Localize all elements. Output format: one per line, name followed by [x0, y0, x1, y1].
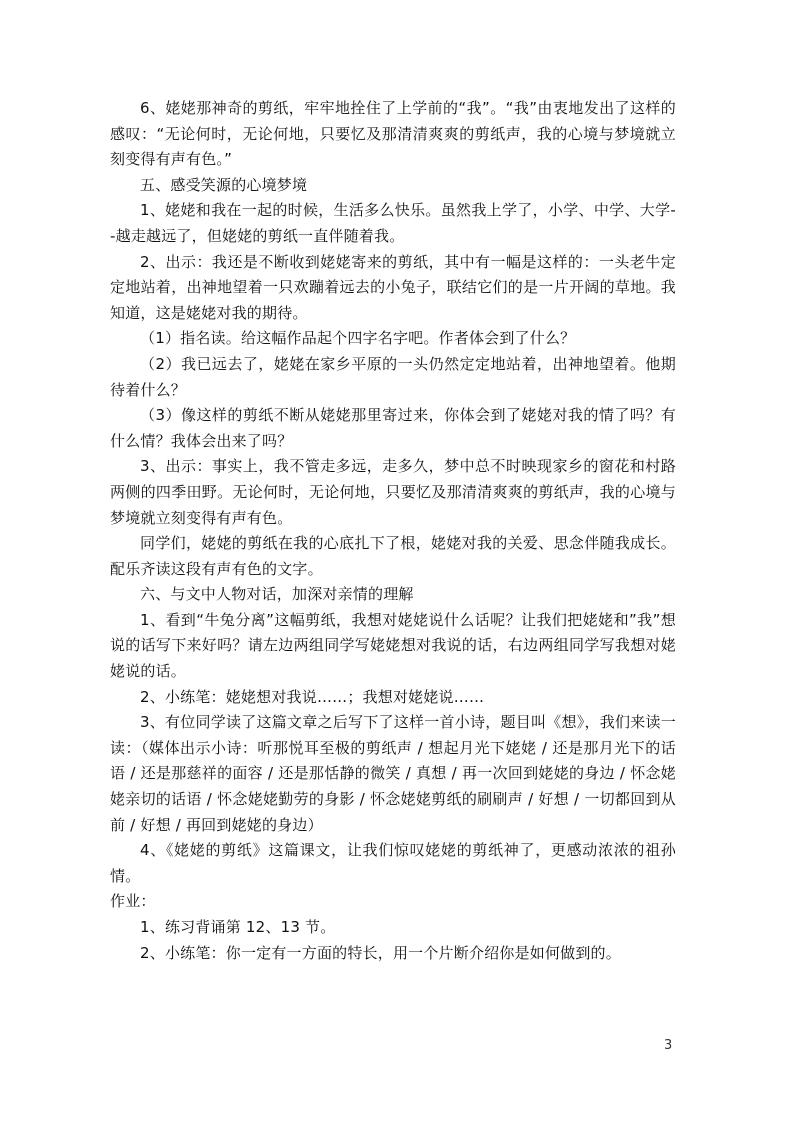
paragraph: （3）像这样的剪纸不断从姥姥那里寄过来，你体会到了姥姥对我的情了吗？有什么情？我体会出来了吗？ — [110, 406, 676, 450]
homework-item: 2、小练笔：你一定有一方面的特长，用一个片断介绍你是如何做到的。 — [140, 943, 621, 962]
paragraph: 1、看到“牛兔分离”这幅剪纸，我想对姥姥说什么话呢？让我们把姥姥和”我”想说的话写下来好吗？请左边两组同学写姥姥想对我说的话，右边两组同学写我想对姥姥说的话。 — [110, 610, 676, 681]
section-heading: 五、感受笑源的心境梦境 — [140, 175, 308, 194]
paragraph: 3、出示：事实上，我不管走多远，走多久，梦中总不时映现家乡的窗花和村路两侧的四季田野。无论何时，无论何地，只要忆及那清清爽爽的剪纸声，我的心境与梦境就立刻变得有声有色。 — [110, 457, 676, 527]
page-number: 3 — [664, 1038, 673, 1053]
paragraph: 2、小练笔：姥姥想对我说……；我想对姥姥说…… — [140, 687, 485, 706]
document-body — [110, 96, 676, 966]
paragraph: 4、《姥姥的剪纸》这篇课文，让我们惊叹姥姥的剪纸神了，更感动浓浓的祖孙情。 — [110, 841, 676, 885]
paragraph: （1）指名读。给这幅作品起个四字名字吧。作者体会到了什么？ — [140, 329, 576, 348]
paragraph: （2）我已远去了，姥姥在家乡平原的一头仍然定定地站着，出神地望着。他期待着什么？ — [110, 354, 676, 399]
homework-item: 1、练习背诵第 12、13 节。 — [140, 918, 336, 936]
paragraph: 1、姥姥和我在一起的时候，生活多么快乐。虽然我上学了，小学、中学、大学--越走越远了，但姥姥的剪纸一直伴随着我。 — [110, 201, 676, 245]
paragraph: 同学们，姥姥的剪纸在我的心底扎下了根，姥姥对我的关爱、思念伴随我成长。配乐齐读这段有声有色的文字。 — [110, 534, 676, 578]
paragraph: 2、出示：我还是不断收到姥姥寄来的剪纸，其中有一幅是这样的：一头老牛定定地站着，出神地望着一只欢蹦着远去的小兔子，联结它们的是一片开阔的草地。我知道，这是姥姥对我的期待。 — [110, 252, 676, 322]
paragraph: 3、有位同学读了这篇文章之后写下了这样一首小诗，题目叫《想》，我们来读一读：（媒体出示小诗：听那悦耳至极的剪纸声 / 想起月光下姥姥 / 还是那月光下的话语 / 还是那慈祥的面容 / 还是那恬静的微笑 / 真想 / 再一次回到姥姥的身边 / 怀念姥姥亲切的话语 / 怀念姥姥勤劳的身影 / 怀念姥姥剪纸的刷刷声 / 好想 / 一切都回到从前 / 好想 / 再回到姥姥的身边） — [110, 713, 676, 834]
paragraph: 6、姥姥那神奇的剪纸，牢牢地拴住了上学前的“我”。“我”由衷地发出了这样的感叹：“无论何时，无论何地，只要忆及那清清爽爽的剪纸声，我的心境与梦境就立刻变得有声有色。” — [110, 99, 676, 169]
homework-heading: 作业： — [110, 892, 156, 911]
section-heading: 六、与文中人物对话，加深对亲情的理解 — [140, 585, 414, 604]
